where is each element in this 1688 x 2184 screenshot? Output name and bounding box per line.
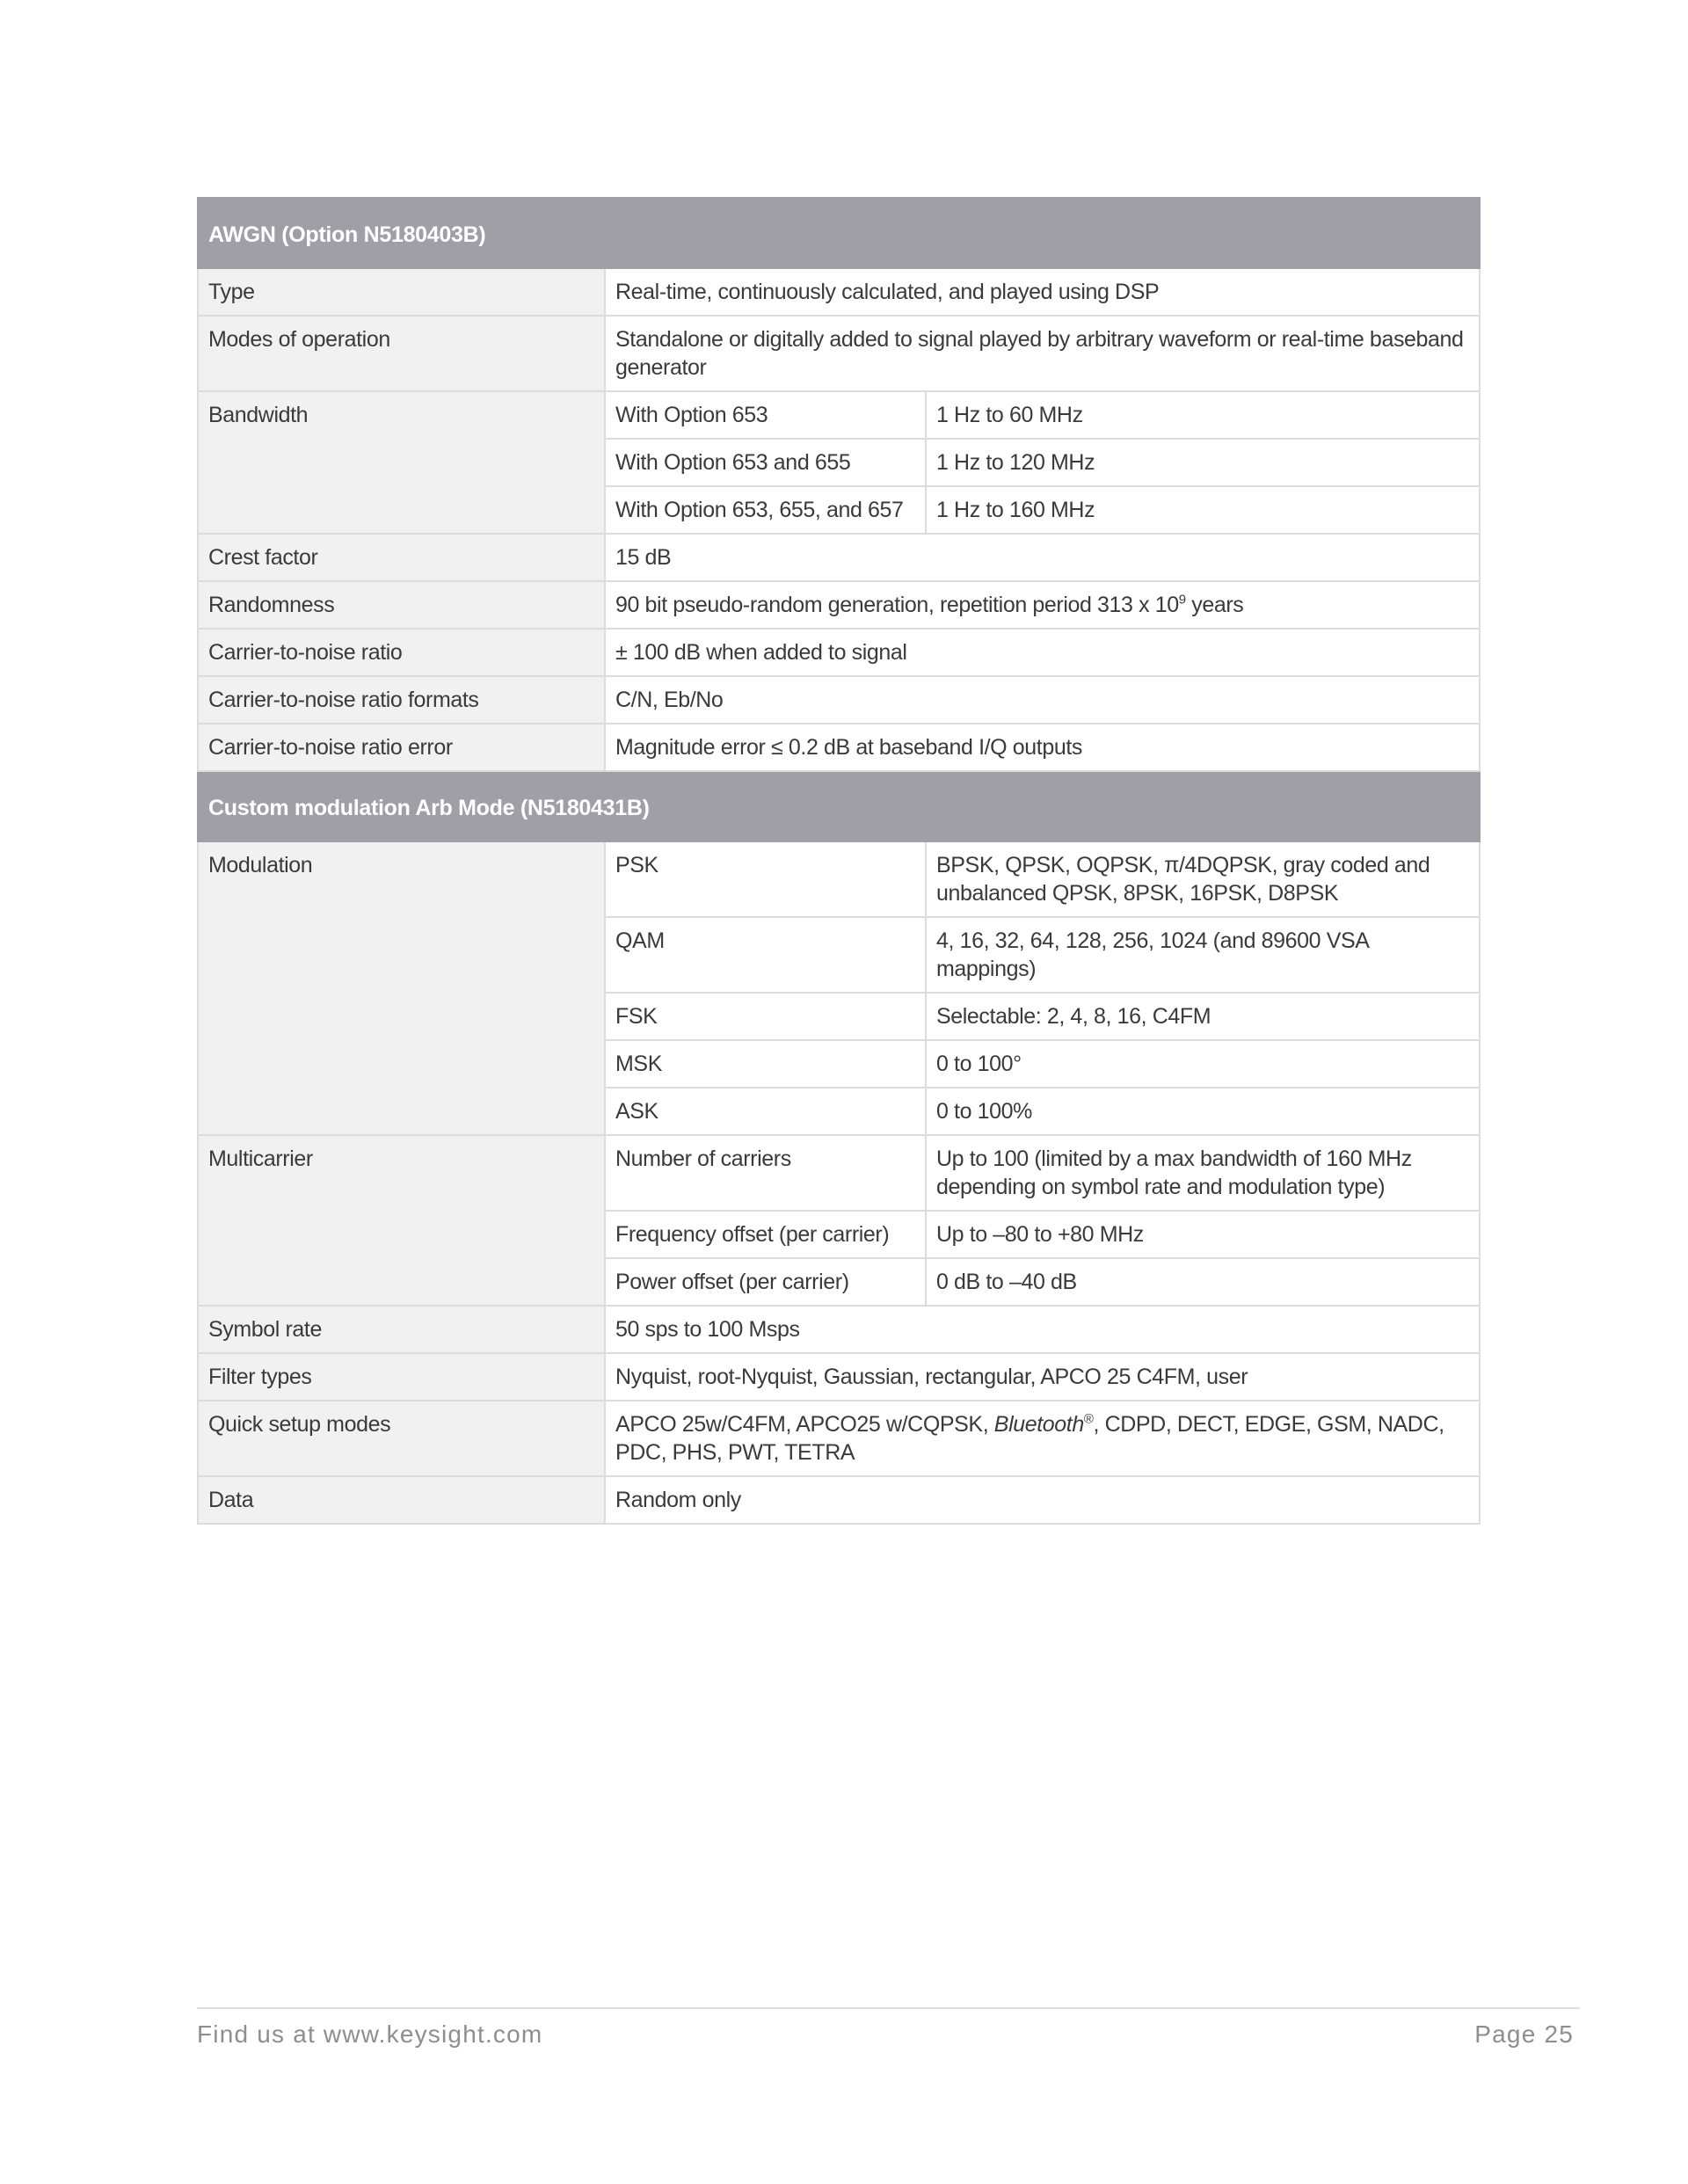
sub-label: FSK <box>605 993 926 1040</box>
row-label: Carrier-to-noise ratio error <box>198 724 605 771</box>
table-row <box>198 534 1480 581</box>
sub-label: QAM <box>605 917 926 993</box>
page-number: Page 25 <box>1474 2020 1574 2048</box>
row-value <box>605 581 1480 629</box>
row-label: Modulation <box>198 841 605 1135</box>
quick-setup-text: APCO 25w/C4FM, APCO25 w/CQPSK, <box>615 1412 994 1437</box>
sub-label: With Option 653, 655, and 657 <box>605 486 926 534</box>
row-label: Type <box>198 268 605 316</box>
sub-label: Power offset (per carrier) <box>605 1258 926 1306</box>
sub-label: Number of carriers <box>605 1135 926 1211</box>
table-row <box>198 1476 1480 1524</box>
row-label: Quick setup modes <box>198 1401 605 1476</box>
row-label: Carrier-to-noise ratio <box>198 629 605 676</box>
sub-label: Frequency offset (per carrier) <box>605 1211 926 1258</box>
table-row <box>198 676 1480 724</box>
row-label: Randomness <box>198 581 605 629</box>
row-label: Carrier-to-noise ratio formats <box>198 676 605 724</box>
row-label: Filter types <box>198 1353 605 1401</box>
table-row <box>198 1135 1480 1211</box>
randomness-text: 90 bit pseudo-random generation, repetition period 313 x 10 <box>615 593 1179 617</box>
row-value: 0 to 100° <box>926 1040 1480 1088</box>
row-value: Magnitude error ≤ 0.2 dB at baseband I/Q outputs <box>605 724 1480 771</box>
superscript-exponent: 9 <box>1178 592 1186 608</box>
row-label: Multicarrier <box>198 1135 605 1306</box>
row-value: 1 Hz to 120 MHz <box>926 439 1480 486</box>
table-row <box>198 316 1480 391</box>
sub-label: PSK <box>605 841 926 917</box>
table-row <box>198 581 1480 629</box>
section-header-awgn <box>198 198 1480 268</box>
row-label: Data <box>198 1476 605 1524</box>
section-title: AWGN (Option N5180403B) <box>198 198 1480 268</box>
row-value <box>605 1401 1480 1476</box>
table-row <box>198 268 1480 316</box>
randomness-text-suffix: years <box>1185 593 1244 617</box>
sub-label: With Option 653 and 655 <box>605 439 926 486</box>
row-label: Symbol rate <box>198 1306 605 1353</box>
sub-label: MSK <box>605 1040 926 1088</box>
row-value: 0 to 100% <box>926 1088 1480 1135</box>
table-row <box>198 841 1480 917</box>
row-value: Nyquist, root-Nyquist, Gaussian, rectangular, APCO 25 C4FM, user <box>605 1353 1480 1401</box>
row-value: Random only <box>605 1476 1480 1524</box>
row-value: BPSK, QPSK, OQPSK, π/4DQPSK, gray coded and unbalanced QPSK, 8PSK, 16PSK, D8PSK <box>926 841 1480 917</box>
row-label: Modes of operation <box>198 316 605 391</box>
row-value: ± 100 dB when added to signal <box>605 629 1480 676</box>
row-value: 50 sps to 100 Msps <box>605 1306 1480 1353</box>
table-row <box>198 1353 1480 1401</box>
row-value: 1 Hz to 160 MHz <box>926 486 1480 534</box>
row-value: 0 dB to –40 dB <box>926 1258 1480 1306</box>
sub-label: ASK <box>605 1088 926 1135</box>
table-row <box>198 629 1480 676</box>
table-row <box>198 1306 1480 1353</box>
row-value: Up to –80 to +80 MHz <box>926 1211 1480 1258</box>
row-value: Real-time, continuously calculated, and played using DSP <box>605 268 1480 316</box>
footer-website-link[interactable]: Find us at www.keysight.com <box>197 2020 543 2048</box>
spec-table <box>197 197 1481 1525</box>
table-row <box>198 1401 1480 1476</box>
row-value: Selectable: 2, 4, 8, 16, C4FM <box>926 993 1480 1040</box>
quick-setup-text-suffix: , CDPD, DECT, EDGE, GSM, NADC, PDC, PHS, PWT, TETRA <box>615 1412 1444 1465</box>
row-label: Bandwidth <box>198 391 605 534</box>
section-header-custom-modulation <box>198 771 1480 841</box>
footer-divider <box>197 2007 1580 2009</box>
section-title: Custom modulation Arb Mode (N5180431B) <box>198 771 1480 841</box>
row-label: Crest factor <box>198 534 605 581</box>
sub-label: With Option 653 <box>605 391 926 439</box>
row-value: Standalone or digitally added to signal played by arbitrary waveform or real-time baseband generator <box>605 316 1480 391</box>
row-value: 1 Hz to 60 MHz <box>926 391 1480 439</box>
row-value: Up to 100 (limited by a max bandwidth of 160 MHz depending on symbol rate and modulation type) <box>926 1135 1480 1211</box>
row-value: 15 dB <box>605 534 1480 581</box>
table-row <box>198 391 1480 439</box>
registered-mark: ® <box>1083 1411 1094 1427</box>
table-row <box>198 724 1480 771</box>
row-value: 4, 16, 32, 64, 128, 256, 1024 (and 89600 VSA mappings) <box>926 917 1480 993</box>
bluetooth-trademark: Bluetooth <box>993 1412 1084 1437</box>
row-value: C/N, Eb/No <box>605 676 1480 724</box>
